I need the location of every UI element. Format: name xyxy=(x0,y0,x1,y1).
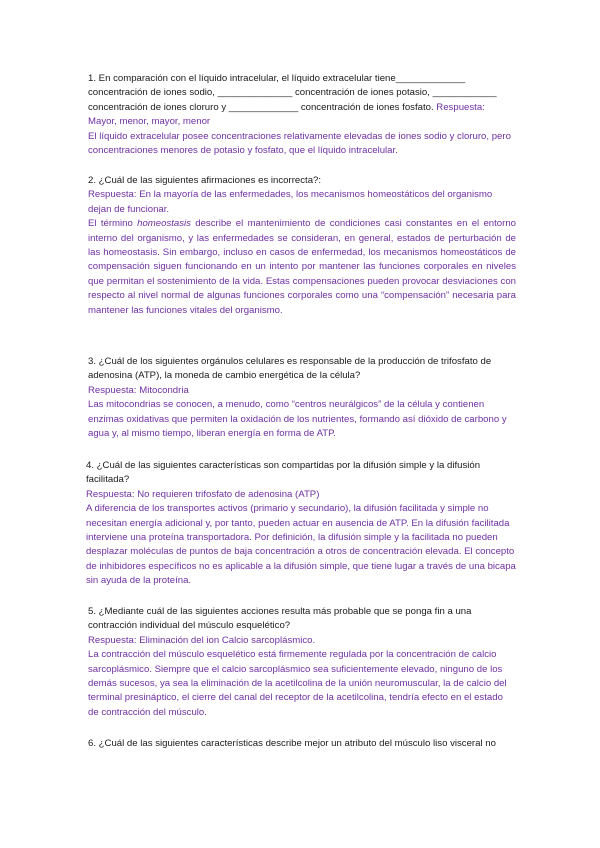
question-text: 5. ¿Mediante cuál de las siguientes acciones resulta más probable que se ponga fin a una contracción individual del músculo esquelético? xyxy=(88,606,472,632)
explanation-part: describe el mantenimiento de condiciones casi constantes en el entorno interno del organismo, y las enfermedades se consideran, en general, estados de perturbación de las homeostasis. Sin embargo, incluso en casos de enfermedad, los mecanismos homeostáticos de compensación siguen funcionando en un intento por mantener las funciones corporales en niveles que permitan el sostenimiento de la vida. Estas compensaciones pueden provocar desviaciones con respecto al nivel normal de algunas funciones corporales como una “compensación” necesaria para mantener las funciones vitales del organismo. xyxy=(88,218,516,316)
answer-text: Respuesta: Mitocondria xyxy=(88,384,189,396)
question-block-2 xyxy=(88,174,516,318)
question-text xyxy=(88,72,516,130)
explanation-text: La contracción del músculo esquelético está firmemente regulada por la concentración de calcio sarcoplásmico. Siempre que el calcio sarcoplásmico sea suficientemente elevado, ninguno de los demás sucesos, ya sea la eliminación de la acetilcolina de la unión neuromuscular, la de calcio del terminal presináptico, el cierre del canal del receptor de la acetilcolina, tendría efecto en el estado de contracción del músculo. xyxy=(88,649,507,718)
question-block-5 xyxy=(88,605,516,720)
question-1-text: 1. En comparación con el líquido intracelular, el líquido extracelular tiene_____________ concentración de iones sodio, ______________ concentración de iones potasio, ____________ concentración de iones cloruro y _____________ concentración de iones fosfato. xyxy=(88,73,497,113)
question-block-3 xyxy=(88,355,516,441)
answer-text: Respuesta: Eliminación del ion Calcio sarcoplásmico. xyxy=(88,634,316,646)
explanation-text: A diferencia de los transportes activos (primario y secundario), la difusión facilitada y simple no necesitan energía adicional y, por tanto, pueden actuar en ausencia de ATP. En la difusión facilitada interviene una proteína transportadora. Por definición, la difusión simple y la facilitada no pueden desplazar moléculas de puntos de baja concentración a otros de concentración elevada. El concepto de inhibidores específicos no es aplicable a la difusión simple, que tiene lugar a través de una bicapa sin ayuda de la proteína. xyxy=(86,503,516,587)
emphasized-term: homeostasis xyxy=(137,218,191,230)
answer-text: Respuesta: En la mayoría de las enfermedades, los mecanismos homeostáticos del organismo dejan de funcionar. xyxy=(88,189,493,215)
explanation-text: El líquido extracelular posee concentraciones relativamente elevadas de iones sodio y cloruro, pero concentraciones menores de potasio y fosfato, que el líquido intracelular. xyxy=(88,130,511,157)
explanation-text: Las mitocondrias se conocen, a menudo, como “centros neurálgicos” de la célula y contienen enzimas oxidativas que permiten la oxidación de los nutrientes, formando así dióxido de carbono y agua y, al mismo tiempo, liberan energía en forma de ATP. xyxy=(88,399,507,440)
explanation-part: El término xyxy=(88,218,138,230)
question-block-4 xyxy=(86,459,516,589)
question-block-6 xyxy=(88,737,516,751)
question-text: 2. ¿Cuál de las siguientes afirmaciones es incorrecta?: xyxy=(88,175,322,186)
question-text: 4. ¿Cuál de las siguientes características son compartidas por la difusión simple y la difusión facilitada? xyxy=(86,460,481,486)
question-block-1 xyxy=(88,72,516,158)
question-text: 6. ¿Cuál de las siguientes características describe mejor un atributo del músculo liso visceral no xyxy=(88,738,496,749)
answer-text: Respuesta: No requieren trifosfato de adenosina (ATP) xyxy=(86,488,320,500)
explanation-text xyxy=(88,217,516,318)
answer-text: Respuesta: Mayor, menor, mayor, menor xyxy=(88,101,485,128)
question-text: 3. ¿Cuál de los siguientes orgánulos celulares es responsable de la producción de trifosfato de adenosina (ATP), la moneda de cambio energética de la célula? xyxy=(88,356,492,382)
